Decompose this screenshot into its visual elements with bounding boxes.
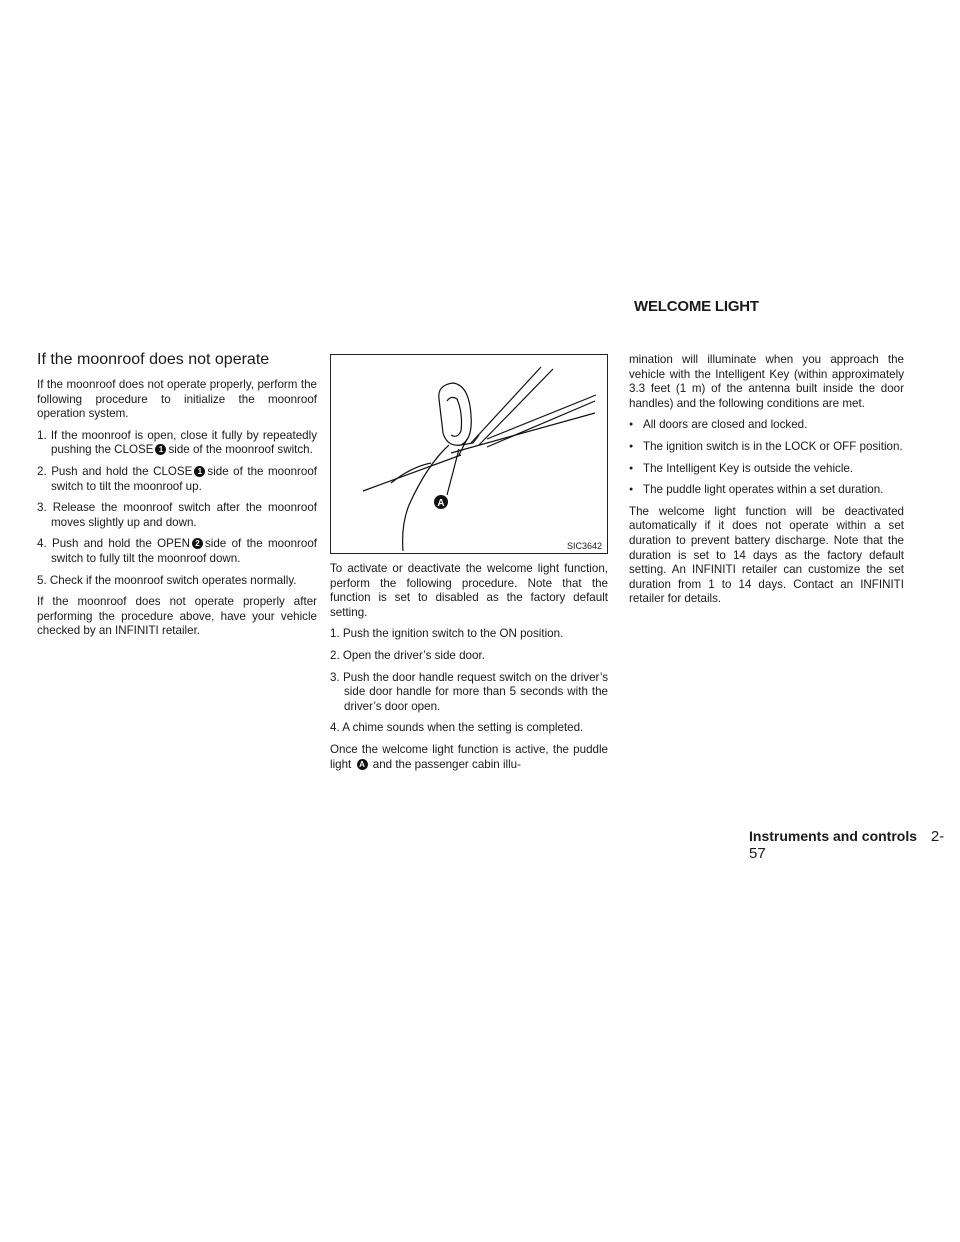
- right-bullet-text: The ignition switch is in the LOCK or OFF position.: [643, 439, 903, 453]
- right-bullet: [629, 483, 904, 498]
- middle-step: 1. Push the ignition switch to the ON position.: [330, 627, 564, 641]
- left-step-text-post: side of the moonroof switch to fully tilt the moonroof down.: [51, 537, 318, 565]
- left-outro: If the moonroof does not operate properly after performing the procedure above, have your vehicle checked by an INFINITI retailer.: [37, 595, 317, 638]
- left-steps: [37, 429, 317, 588]
- left-column: [37, 378, 317, 646]
- footer-chapter: Instruments and controls: [749, 828, 918, 844]
- right-outro: The welcome light function will be deactivated automatically if it does not operate within a set duration to prevent battery discharge. Note that the duration is set to 14 days as the factory default setting. An INFINITI retailer can customize the set duration from 1 to 14 days. Contact an INFINITI retailer for details.: [629, 504, 904, 606]
- left-step: [37, 574, 317, 589]
- left-step-text: 2. Push and hold the CLOSE: [37, 464, 193, 478]
- middle-step: 2. Open the driver’s side door.: [330, 648, 485, 662]
- left-intro: If the moonroof does not operate properly, perform the following procedure to initialize the moonroof operation system.: [37, 378, 317, 421]
- welcome-light-illustration: [330, 354, 608, 554]
- middle-paragraph-post: and the passenger cabin illu-: [372, 757, 521, 771]
- bullet-dot-icon: ●: [629, 464, 634, 472]
- figure-callout-a: A: [437, 498, 445, 509]
- bullet-dot-icon: ●: [629, 442, 634, 450]
- page-footer: [749, 828, 960, 862]
- step-callout-marker: 2: [192, 538, 203, 549]
- middle-paragraph: [330, 743, 608, 772]
- right-paragraph: mination will illuminate when you approach the vehicle with the Intelligent Key (within approximately 3.3 feet (1 m) of the antenna built inside the door handles) and the following conditions are met.: [629, 353, 904, 410]
- footer-page-number: 2-57: [749, 828, 945, 862]
- section-title: WELCOME LIGHT: [634, 298, 759, 315]
- middle-steps: [330, 627, 608, 736]
- left-step: [37, 537, 317, 566]
- middle-intro: To activate or deactivate the welcome light function, perform the following procedure. Note that the function is set to disabled as the factory default setting.: [330, 562, 608, 619]
- left-step: [37, 429, 317, 458]
- door-mirror-puddle-light-drawing: [331, 355, 607, 553]
- middle-step: 3. Push the door handle request switch on the driver’s side door handle for more than 5 seconds with the driver’s door open.: [330, 670, 608, 713]
- right-bullet: [629, 462, 904, 477]
- right-bullets: [629, 418, 904, 497]
- right-bullet-text: All doors are closed and locked.: [643, 418, 808, 432]
- left-step: [37, 465, 317, 494]
- left-step-text: 1. If the moonroof is open, close it fully by repeatedly pushing the CLOSE: [37, 428, 317, 457]
- left-step-text: 5. Check if the moonroof switch operates normally.: [37, 573, 297, 587]
- left-step-text: 3. Release the moonroof switch after the moonroof moves slightly up and down.: [37, 501, 317, 529]
- right-bullet-text: The Intelligent Key is outside the vehicle.: [643, 461, 854, 475]
- middle-step: 4. A chime sounds when the setting is completed.: [330, 721, 584, 735]
- left-step: [37, 501, 317, 530]
- right-bullet-text: The puddle light operates within a set duration.: [643, 483, 884, 497]
- right-column: [629, 353, 904, 614]
- middle-paragraph-pre: Once the welcome light function is active, the puddle light: [330, 742, 608, 771]
- step-callout-marker: 1: [155, 444, 166, 455]
- left-step-text-post: side of the moonroof switch to tilt the moonroof up.: [51, 464, 317, 493]
- right-bullet: [629, 440, 904, 455]
- left-step-text: 4. Push and hold the OPEN: [37, 537, 190, 551]
- bullet-dot-icon: ●: [629, 486, 634, 494]
- right-bullet: [629, 418, 904, 433]
- left-step-text-post: side of the moonroof switch.: [168, 443, 313, 457]
- bullet-dot-icon: ●: [629, 421, 634, 429]
- subsection-title: If the moonroof does not operate: [37, 351, 270, 368]
- step-callout-marker: 1: [194, 466, 205, 477]
- callout-a-marker: A: [357, 759, 368, 770]
- figure-code: SIC3642: [566, 541, 602, 551]
- middle-column: [330, 562, 608, 779]
